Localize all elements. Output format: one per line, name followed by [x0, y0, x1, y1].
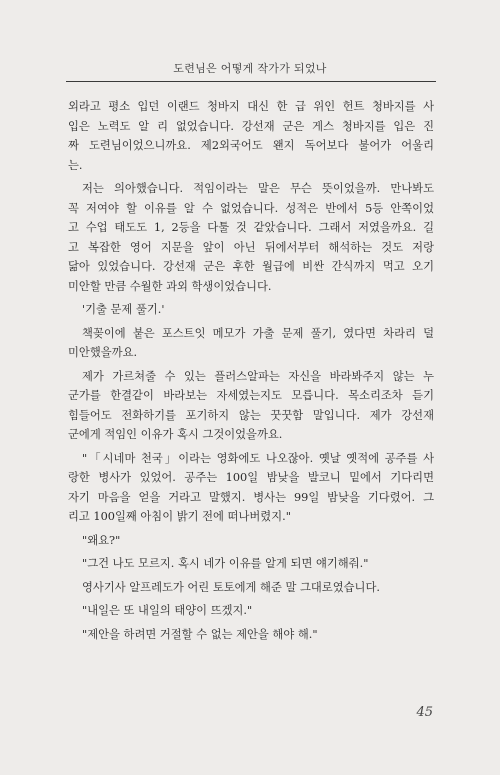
text-line: 제가 가르쳐줄 수 있는 플러스알파는 자신을 바라봐주지 않는 누	[82, 369, 434, 383]
paragraph	[68, 179, 434, 296]
text-line: 고 수업 태도도 1, 2등을 다툴 것 같았습니다. 그래서 저였을까요. 길	[68, 221, 434, 234]
paragraph	[68, 531, 434, 551]
text-line: 는.	[68, 158, 83, 172]
text-line: 군가를 한결같이 바라보는 자세였는지도 모릅니다. 목소리조차 듣기	[68, 389, 434, 402]
text-line: 군에게 적임인 이유가 혹시 그것이었을까요.	[68, 428, 283, 441]
text-line: "내일은 또 내일의 태양이 뜨겠지."	[82, 604, 253, 617]
text-line: 꼭 저여야 할 이유를 알 수 없었습니다. 성적은 반에서 5등 안쪽이었	[68, 201, 434, 215]
text-line: "왜요?"	[82, 533, 121, 547]
paragraph	[68, 97, 434, 175]
paragraph	[68, 625, 434, 645]
text-line: 책꽂이에 붙은 포스트잇 메모가 가출 문제 풀기, 였다면 차라리 덜	[82, 326, 434, 340]
paragraph	[68, 324, 434, 363]
text-line: 미안할 만큼 수월한 과외 학생이었습니다.	[68, 279, 272, 293]
text-line: "제안을 하려면 거절할 수 없는 제안을 해야 해."	[82, 627, 318, 641]
text-line: "그건 나도 모르지. 혹시 네가 이유를 알게 되면 얘기해줘."	[82, 557, 369, 570]
text-line: 힘들어도 전화하기를 포기하지 않는 꿋꿋함 말입니다. 제가 강선재	[68, 408, 434, 422]
text-line: 닮아 있었습니다. 강선재 군은 후한 월급에 비싼 간식까지 먹고 오기	[68, 260, 434, 273]
paragraph	[68, 367, 434, 445]
text-line: '기출 문제 풀기.'	[82, 303, 165, 316]
paragraph	[68, 578, 434, 598]
text-line: 저는 의아했습니다. 적임이라는 말은 무슨 뜻이었을까. 만나봐도	[82, 182, 434, 195]
text-line: 리고 100일째 아침이 밝기 전에 떠나버렸지."	[68, 510, 291, 523]
text-line: 자기 마음을 얻을 거라고 말했지. 병사는 99일 밤낮을 기다렸어. 그	[68, 490, 434, 504]
text-line: 영사기사 알프레도가 어린 토토에게 해준 말 그대로였습니다.	[82, 580, 380, 594]
paragraph	[68, 554, 434, 574]
paragraph	[68, 601, 434, 621]
text-line: 랑한 병사가 있었어. 공주는 100일 밤낮을 발코니 밑에서 기다리면	[68, 471, 434, 484]
paragraph	[68, 300, 434, 320]
text-line: "「시네마 천국」이라는 영화에도 나오잖아. 옛날 옛적에 공주를 사	[82, 451, 434, 465]
header-divider	[66, 81, 436, 82]
text-line: 고 복잡한 영어 지문을 앞이 아닌 뒤에서부터 해석하는 것도 저랑	[68, 240, 434, 254]
text-line: 짜 도련님이었으니까요. 제2외국어도 왠지 독어보다 불어가 어울리	[68, 139, 434, 152]
text-line: 외라고 평소 입던 이랜드 청바지 대신 한 급 위인 헌트 청바지를 사	[68, 100, 434, 113]
paragraph	[68, 449, 434, 527]
text-line: 미안했을까요.	[68, 346, 138, 359]
running-header: 도련님은 어떻게 작가가 되었나	[173, 62, 327, 75]
page-number: 45	[416, 705, 433, 720]
text-line: 입은 노력도 알 리 없었습니다. 강선재 군은 게스 청바지를 입은 진	[68, 119, 434, 133]
page-body	[68, 97, 434, 648]
